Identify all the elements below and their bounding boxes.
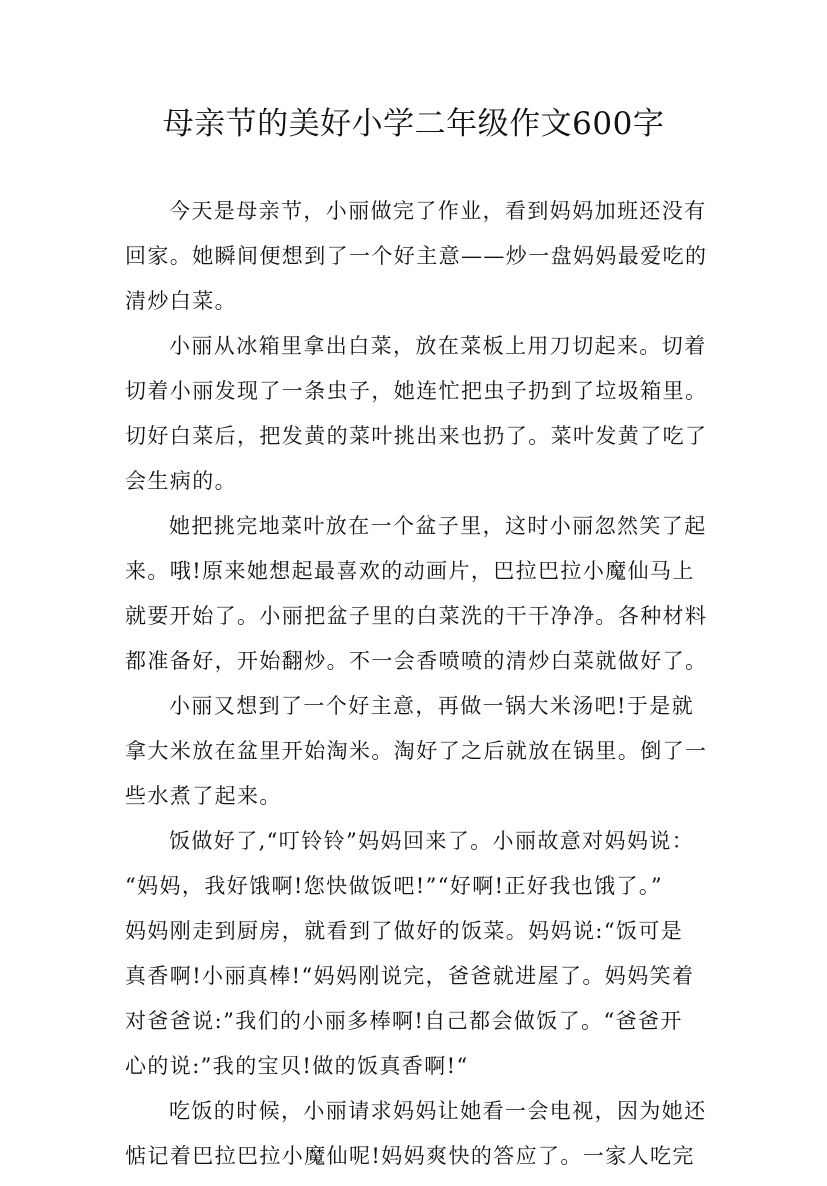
document-title: 母亲节的美好小学二年级作文600字 <box>162 106 665 142</box>
text-line: 心的说:”我的宝贝!做的饭真香啊!“ <box>125 1054 469 1078</box>
text-line: 回家。她瞬间便想到了一个好主意——炒一盘妈妈最爱吃的 <box>125 244 708 268</box>
paragraph-4 <box>125 691 725 811</box>
text-line: 来。哦!原来她想起最喜欢的动画片，巴拉巴拉小魔仙马上 <box>125 559 695 583</box>
text-line: 对爸爸说:”我们的小丽多棒啊!自己都会做饭了。“爸爸开 <box>125 1009 683 1033</box>
text-line: 真香啊!小丽真棒!“妈妈刚说完，爸爸就进屋了。妈妈笑着 <box>125 964 695 988</box>
paragraph-6 <box>125 1096 725 1171</box>
text-line: “妈妈，我好饿啊!您快做饭吧!”“好啊!正好我也饿了。” <box>125 874 663 898</box>
text-line: 就要开始了。小丽把盆子里的白菜洗的干干净净。各种材料 <box>125 604 708 628</box>
text-line: 小丽从冰箱里拿出白菜，放在菜板上用刀切起来。切着 <box>169 334 707 358</box>
text-line: 饭做好了,“叮铃铃”妈妈回来了。小丽故意对妈妈说： <box>169 829 695 853</box>
paragraph-3 <box>125 511 725 676</box>
text-line: 妈妈刚走到厨房，就看到了做好的饭菜。妈妈说:“饭可是 <box>125 919 684 943</box>
text-line: 都准备好，开始翻炒。不一会香喷喷的清炒白菜就做好了。 <box>125 649 708 673</box>
paragraph-1 <box>125 196 725 316</box>
text-line: 拿大米放在盆里开始淘米。淘好了之后就放在锅里。倒了一 <box>125 739 708 763</box>
text-line: 切着小丽发现了一条虫子，她连忙把虫子扔到了垃圾箱里。 <box>125 379 708 403</box>
text-line: 她把挑完地菜叶放在一个盆子里，这时小丽忽然笑了起 <box>169 514 707 538</box>
text-line: 清炒白菜。 <box>125 289 237 313</box>
text-line: 切好白菜后，把发黄的菜叶挑出来也扔了。菜叶发黄了吃了 <box>125 424 708 448</box>
paragraph-2 <box>125 331 725 496</box>
document-body <box>125 196 725 1186</box>
text-line: 吃饭的时候，小丽请求妈妈让她看一会电视，因为她还 <box>169 1099 707 1123</box>
paragraph-5 <box>125 826 725 1081</box>
text-line: 惦记着巴拉巴拉小魔仙呢!妈妈爽快的答应了。一家人吃完 <box>125 1144 695 1168</box>
text-line: 会生病的。 <box>125 469 237 493</box>
text-line: 些水煮了起来。 <box>125 784 282 808</box>
text-line: 小丽又想到了一个好主意，再做一锅大米汤吧!于是就 <box>169 694 695 718</box>
text-line: 今天是母亲节，小丽做完了作业，看到妈妈加班还没有 <box>169 199 707 223</box>
